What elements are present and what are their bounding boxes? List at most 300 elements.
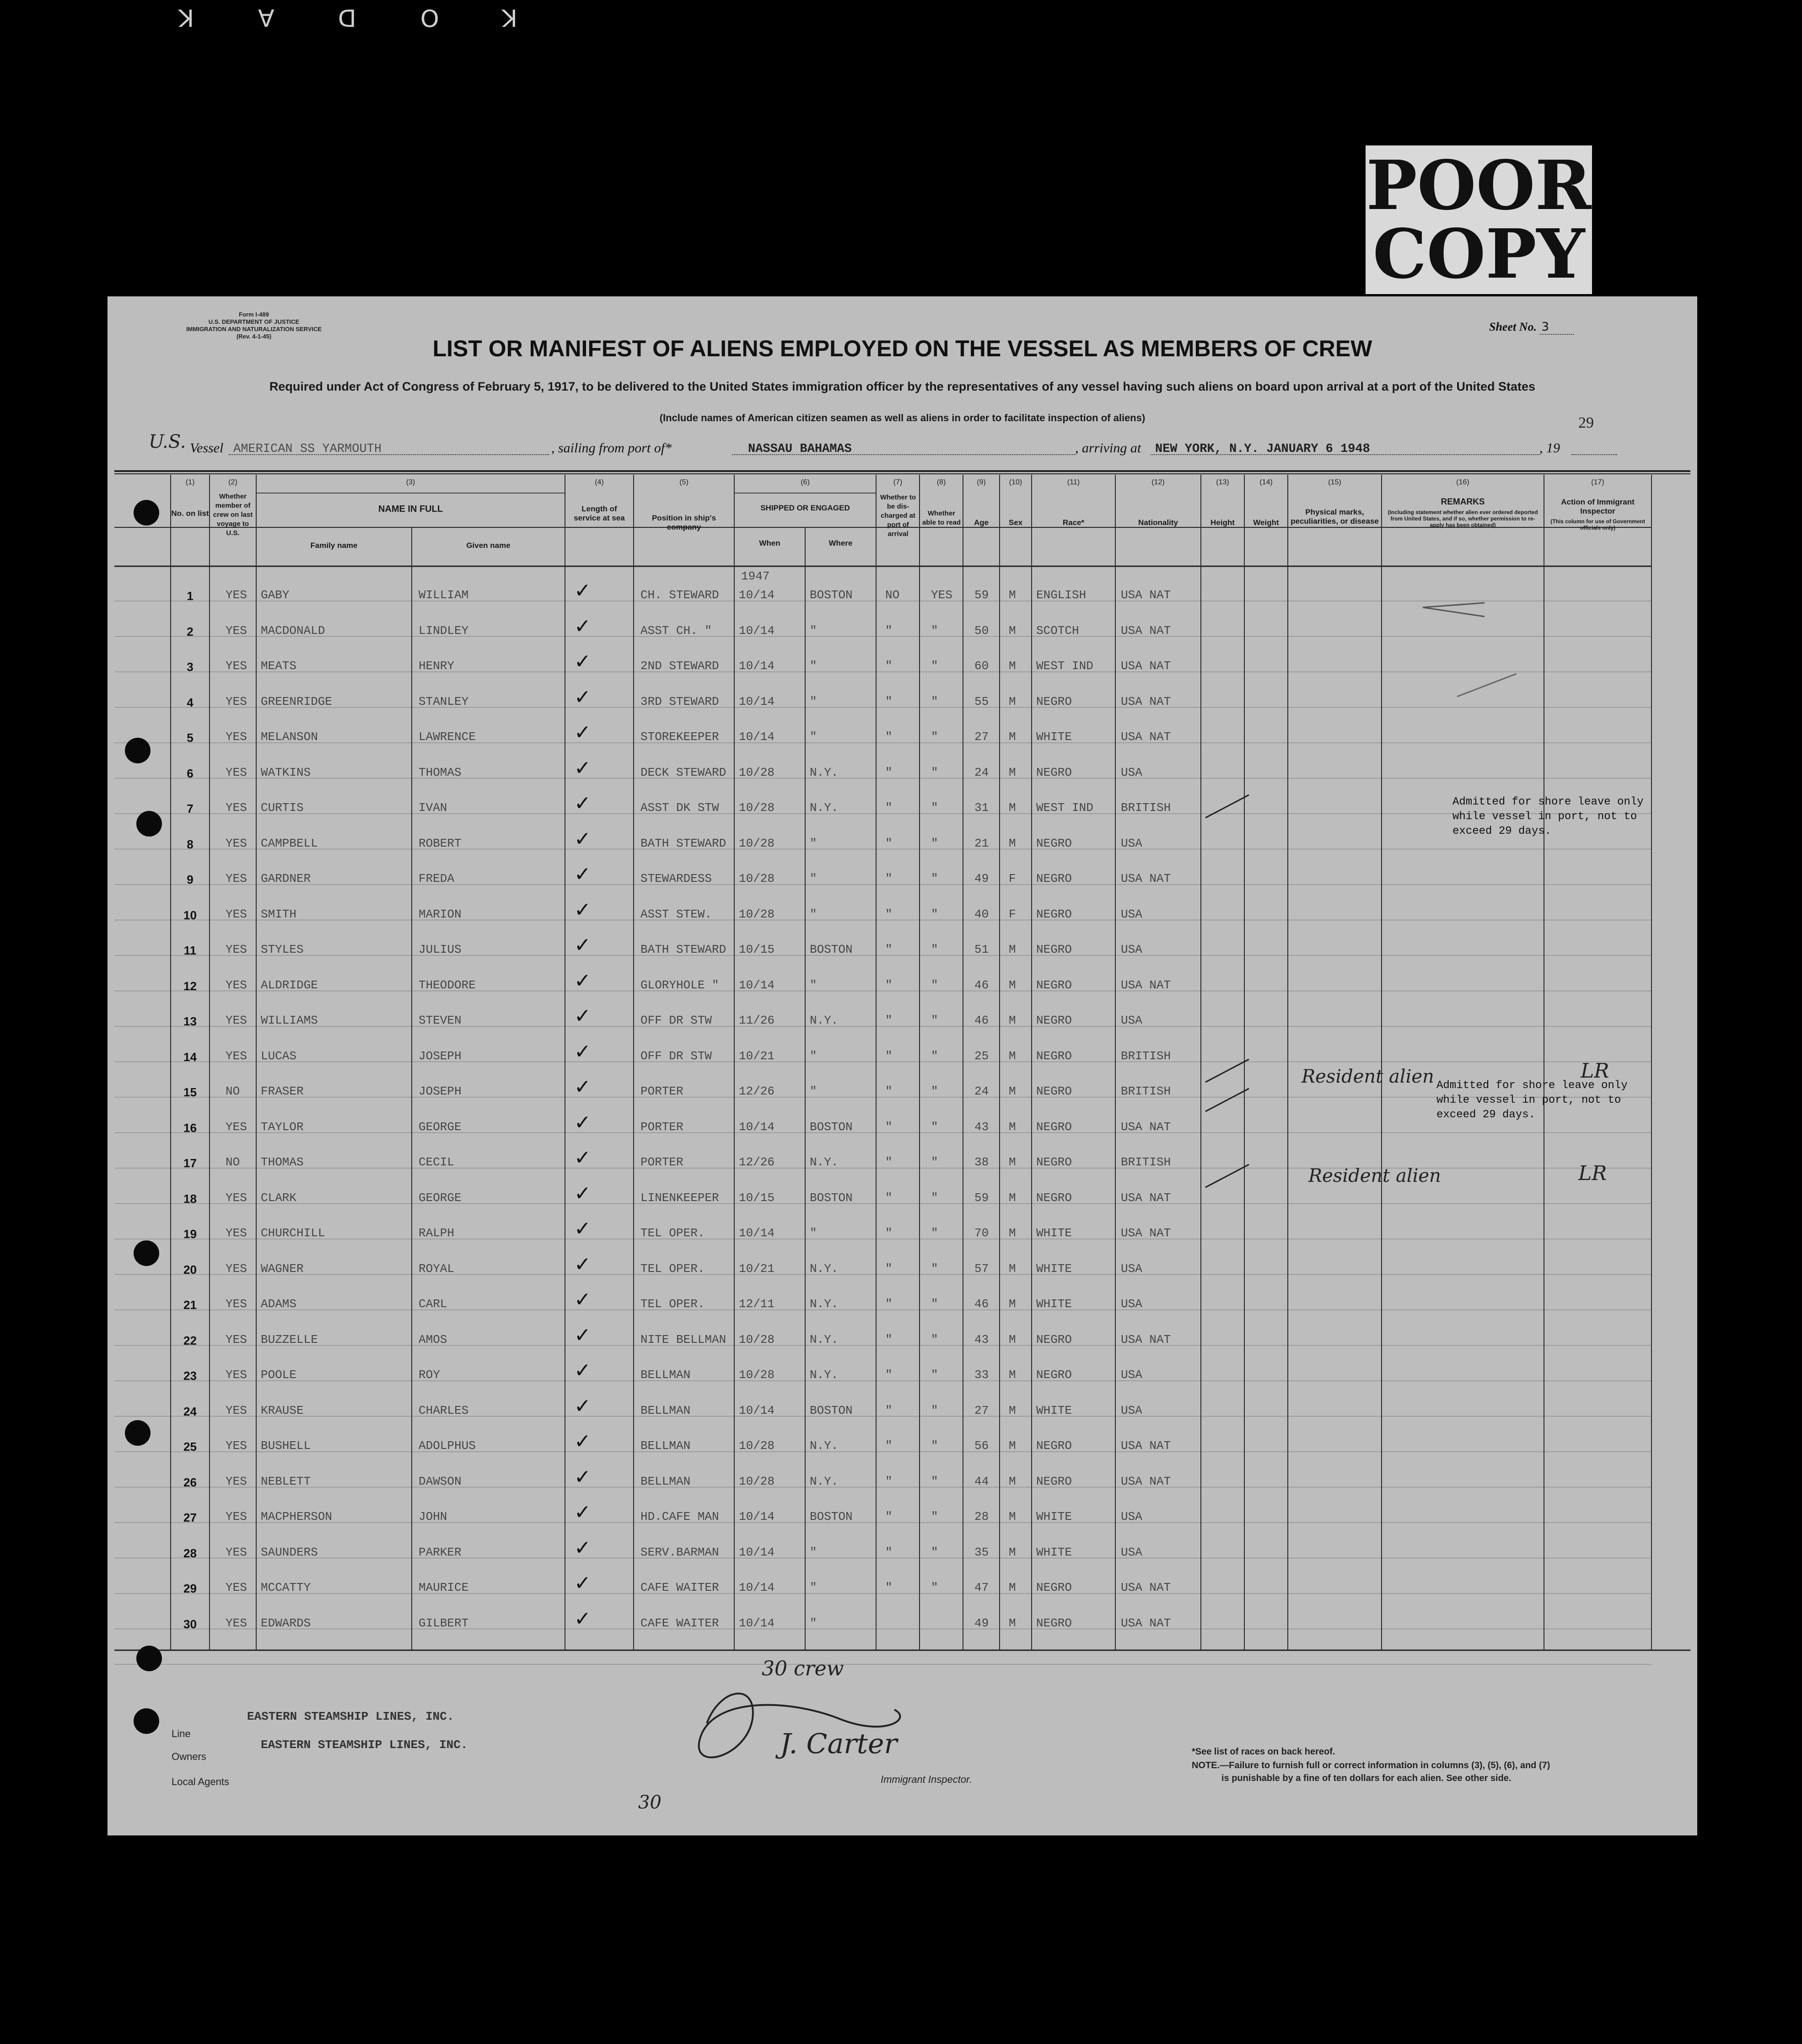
- cell-family: CHURCHILL: [261, 1226, 325, 1240]
- cell-nat: USA: [1121, 1545, 1142, 1559]
- header-when: When: [759, 539, 780, 547]
- cell-given: MAURICE: [419, 1581, 469, 1594]
- port-from: NASSAU BAHAMAS: [748, 442, 852, 456]
- vessel-name: AMERICAN SS YARMOUTH: [233, 442, 382, 456]
- inspector-signature: J. Carter: [780, 1728, 898, 1760]
- cell-disch: ": [885, 1226, 893, 1240]
- row-number: 27: [183, 1511, 197, 1524]
- service-check-icon: ✓: [574, 1004, 591, 1028]
- cell-position: TEL OPER.: [640, 1226, 705, 1240]
- cell-given: STEVEN: [419, 1014, 462, 1027]
- punch-hole: [134, 500, 159, 526]
- cell-position: TEL OPER.: [640, 1262, 705, 1276]
- service-check-icon: ✓: [574, 1324, 591, 1347]
- header-remarks: REMARKS: [1441, 497, 1485, 507]
- remark-row-15-line-3: exceed 29 days.: [1436, 1109, 1536, 1121]
- row-number: 16: [183, 1121, 197, 1135]
- cell-given: GEORGE: [419, 1120, 462, 1134]
- cell-where: ": [810, 1049, 817, 1063]
- cell-position: BELLMAN: [640, 1439, 691, 1453]
- cell-nat: BRITISH: [1121, 1155, 1171, 1169]
- cell-when: 10/14: [739, 1226, 775, 1240]
- cell-sex: M: [1009, 1439, 1016, 1453]
- remark-row-7-line-1: Admitted for shore leave only: [1452, 796, 1644, 808]
- cell-disch: ": [885, 837, 893, 850]
- cell-age: 24: [974, 766, 989, 779]
- cell-when: 10/14: [739, 588, 775, 602]
- cell-when: 10/28: [739, 907, 775, 921]
- cell-disch: ": [885, 1581, 893, 1594]
- cell-nat: USA NAT: [1121, 659, 1171, 673]
- cell-disch: ": [885, 1191, 893, 1205]
- cell-where: N.Y.: [810, 1297, 839, 1311]
- cell-given: GEORGE: [419, 1191, 462, 1205]
- cell-prev: YES: [226, 1014, 247, 1027]
- col-num-15: (15): [1328, 478, 1341, 486]
- cell-family: FRASER: [261, 1084, 304, 1098]
- cell-race: NEGRO: [1036, 1155, 1072, 1169]
- cell-where: BOSTON: [810, 588, 853, 602]
- cell-where: N.Y.: [810, 1439, 839, 1453]
- cell-prev: YES: [226, 1510, 247, 1524]
- cell-where: ": [810, 1226, 817, 1240]
- cell-age: 56: [974, 1439, 989, 1453]
- cell-disch: ": [885, 943, 893, 956]
- cell-position: 2ND STEWARD: [640, 659, 719, 673]
- col-num-4: (4): [595, 478, 604, 486]
- local-agents-label: Local Agents: [172, 1776, 229, 1787]
- cell-where: ": [810, 1084, 817, 1098]
- cell-read: ": [931, 624, 938, 638]
- form-service: IMMIGRATION AND NATURALIZATION SERVICE: [186, 326, 322, 333]
- cell-race: WHITE: [1036, 1404, 1072, 1417]
- cell-prev: YES: [226, 943, 247, 956]
- cell-read: ": [931, 695, 938, 708]
- cell-when: 10/14: [739, 1510, 775, 1524]
- cell-age: 38: [974, 1155, 989, 1169]
- cell-disch: ": [885, 695, 893, 708]
- cell-age: 60: [974, 659, 989, 673]
- cell-race: NEGRO: [1036, 1616, 1072, 1630]
- cell-sex: M: [1009, 588, 1016, 602]
- cell-nat: USA: [1121, 1297, 1142, 1311]
- row-number: 1: [187, 589, 194, 603]
- service-check-icon: ✓: [574, 1288, 591, 1311]
- cell-where: N.Y.: [810, 1262, 839, 1276]
- col-num-6: (6): [801, 478, 810, 486]
- cell-disch: ": [885, 659, 893, 673]
- cell-position: CAFE WAITER: [640, 1616, 719, 1630]
- cell-where: ": [810, 730, 817, 744]
- header-length-of-service: Length of service at sea: [574, 504, 625, 522]
- cell-prev: YES: [226, 695, 247, 708]
- cell-disch: ": [885, 1475, 893, 1488]
- cell-disch: ": [885, 907, 893, 921]
- total-crew-note: 30 crew: [762, 1657, 844, 1680]
- cell-age: 40: [974, 907, 989, 921]
- cell-prev: YES: [226, 1581, 247, 1594]
- row-number: 15: [183, 1085, 197, 1099]
- page-number: 29: [1578, 414, 1594, 431]
- row-number: 2: [187, 625, 194, 638]
- stamp-line-2: COPY: [1372, 214, 1585, 294]
- cell-where: ": [810, 659, 817, 673]
- cell-when: 10/15: [739, 1191, 775, 1205]
- col-num-8: (8): [936, 478, 946, 486]
- cell-age: 31: [974, 801, 989, 815]
- header-able-to-read: Whether able to read: [922, 510, 961, 526]
- cell-read: ": [931, 1404, 938, 1417]
- cell-prev: YES: [226, 588, 247, 602]
- cell-position: ASST CH. ": [640, 624, 712, 638]
- cell-read: ": [931, 730, 938, 744]
- cell-nat: USA: [1121, 837, 1142, 850]
- service-check-icon: ✓: [574, 1075, 591, 1099]
- cell-race: NEGRO: [1036, 978, 1072, 992]
- row-number: 26: [183, 1475, 197, 1489]
- vessel-mark: U.S.: [149, 431, 186, 452]
- arriving-label: , arriving at: [1075, 440, 1141, 456]
- cell-race: NEGRO: [1036, 1084, 1072, 1098]
- cell-nat: USA NAT: [1121, 1333, 1171, 1347]
- cell-sex: M: [1009, 659, 1016, 673]
- cell-position: OFF DR STW: [640, 1014, 712, 1027]
- cell-sex: M: [1009, 1226, 1016, 1240]
- cell-prev: YES: [226, 624, 247, 638]
- row-number: 8: [187, 837, 194, 851]
- cell-prev: YES: [226, 1191, 247, 1205]
- row-number: 12: [183, 979, 197, 993]
- cell-given: RALPH: [419, 1226, 455, 1240]
- cell-prev: YES: [226, 837, 247, 850]
- row-number: 23: [183, 1369, 197, 1383]
- cell-family: MACPHERSON: [261, 1510, 333, 1524]
- year-entry: 1947: [741, 569, 770, 583]
- inspector-action-row-17: LR: [1578, 1162, 1607, 1185]
- header-remarks-note: (Including statement whether alien ever ordered deported from United States, and if so, whether permission to re-apply has been obtained): [1388, 509, 1538, 528]
- header-prev-voyage: Whether member of crew on last voyage to U.S.: [213, 493, 253, 537]
- cell-disch: ": [885, 1510, 893, 1524]
- cell-disch: ": [885, 872, 893, 885]
- remark-row-7-line-3: exceed 29 days.: [1452, 825, 1552, 837]
- cell-where: BOSTON: [810, 1191, 853, 1205]
- row-number: 9: [187, 873, 194, 886]
- cell-family: CURTIS: [261, 801, 304, 815]
- service-check-icon: ✓: [574, 898, 591, 922]
- cell-sex: M: [1009, 978, 1016, 992]
- col-num-10: (10): [1009, 478, 1022, 486]
- remark-row-15-line-2: while vessel in port, not to: [1436, 1094, 1621, 1106]
- cell-prev: YES: [226, 659, 247, 673]
- cell-given: PARKER: [419, 1545, 462, 1559]
- cell-nat: USA: [1121, 907, 1142, 921]
- cell-position: HD.CAFE MAN: [640, 1510, 719, 1524]
- cell-prev: YES: [226, 1545, 247, 1559]
- year-label: , 19: [1539, 440, 1560, 456]
- cell-read: ": [931, 659, 938, 673]
- cell-family: GABY: [261, 588, 290, 602]
- cell-disch: ": [885, 730, 893, 744]
- cell-read: ": [931, 837, 938, 850]
- cell-race: NEGRO: [1036, 766, 1072, 779]
- cell-when: 10/28: [739, 1333, 775, 1347]
- poor-copy-stamp: [1366, 145, 1592, 294]
- row-number: 28: [183, 1546, 197, 1560]
- cell-age: 47: [974, 1581, 989, 1594]
- cell-nat: USA: [1121, 1368, 1142, 1382]
- cell-race: WHITE: [1036, 1545, 1072, 1559]
- cell-given: LINDLEY: [419, 624, 469, 638]
- row-number: 22: [183, 1334, 197, 1347]
- cell-prev: YES: [226, 801, 247, 815]
- row-number: 20: [183, 1263, 197, 1277]
- cell-sex: M: [1009, 1120, 1016, 1134]
- cell-where: ": [810, 695, 817, 708]
- row-number: 3: [187, 660, 194, 674]
- cell-age: 51: [974, 943, 989, 956]
- cell-sex: M: [1009, 1191, 1016, 1205]
- row-number: 19: [183, 1227, 197, 1241]
- header-sex: Sex: [1008, 518, 1023, 527]
- cell-sex: M: [1009, 1510, 1016, 1524]
- cell-prev: YES: [226, 1049, 247, 1063]
- cell-when: 10/14: [739, 1120, 775, 1134]
- cell-sex: M: [1009, 1368, 1016, 1382]
- pencil-mark-row-1: [1423, 603, 1485, 617]
- service-check-icon: ✓: [574, 1253, 591, 1276]
- row-number: 14: [183, 1050, 197, 1064]
- cell-read: YES: [931, 588, 952, 602]
- cell-family: CAMPBELL: [261, 837, 318, 850]
- cell-where: N.Y.: [810, 1475, 839, 1488]
- cell-race: WEST IND: [1036, 659, 1093, 673]
- row-number: 7: [187, 802, 194, 815]
- cell-read: ": [931, 1545, 938, 1559]
- ditto-slash-row-15: [1205, 1089, 1249, 1111]
- cell-given: CARL: [419, 1297, 447, 1311]
- cell-read: ": [931, 943, 938, 956]
- cell-disch: ": [885, 801, 893, 815]
- cell-sex: F: [1009, 907, 1016, 921]
- row-number: 25: [183, 1440, 197, 1454]
- cell-read: ": [931, 1475, 938, 1488]
- cell-read: ": [931, 907, 938, 921]
- cell-sex: M: [1009, 730, 1016, 744]
- cell-prev: NO: [226, 1155, 240, 1169]
- cell-nat: USA NAT: [1121, 1616, 1171, 1630]
- cell-family: SAUNDERS: [261, 1545, 318, 1559]
- cell-age: 59: [974, 588, 989, 602]
- service-check-icon: ✓: [574, 1395, 591, 1418]
- cell-age: 43: [974, 1120, 989, 1134]
- cell-when: 12/11: [739, 1297, 775, 1311]
- cell-position: CAFE WAITER: [640, 1581, 719, 1594]
- cell-sex: F: [1009, 872, 1016, 885]
- col-num-14: (14): [1259, 478, 1273, 486]
- cell-nat: USA NAT: [1121, 1581, 1171, 1594]
- cell-given: DAWSON: [419, 1475, 462, 1488]
- line-value: EASTERN STEAMSHIP LINES, INC.: [247, 1710, 454, 1723]
- cell-read: ": [931, 766, 938, 779]
- cell-age: 35: [974, 1545, 989, 1559]
- cell-given: FREDA: [419, 872, 455, 885]
- col-num-2: (2): [228, 478, 237, 486]
- service-check-icon: ✓: [574, 1146, 591, 1170]
- cell-position: BATH STEWARD: [640, 943, 726, 956]
- punch-hole: [125, 1420, 151, 1446]
- cell-position: BATH STEWARD: [640, 837, 726, 850]
- cell-race: NEGRO: [1036, 907, 1072, 921]
- col-num-7: (7): [893, 478, 903, 486]
- cell-age: 50: [974, 624, 989, 638]
- row-number: 24: [183, 1405, 197, 1418]
- cell-position: CH. STEWARD: [640, 588, 719, 602]
- header-age: Age: [974, 518, 989, 527]
- cell-sex: M: [1009, 1084, 1016, 1098]
- cell-family: THOMAS: [261, 1155, 304, 1169]
- cell-when: 10/15: [739, 943, 775, 956]
- cell-when: 10/21: [739, 1262, 775, 1276]
- cell-when: 10/21: [739, 1049, 775, 1063]
- cell-when: 10/14: [739, 1616, 775, 1630]
- resident-alien-row-17: Resident alien: [1308, 1165, 1441, 1186]
- cell-disch: ": [885, 1262, 893, 1276]
- cell-given: STANLEY: [419, 695, 469, 708]
- cell-nat: USA: [1121, 943, 1142, 956]
- cell-position: LINENKEEPER: [640, 1191, 719, 1205]
- cell-age: 33: [974, 1368, 989, 1382]
- row-number: 5: [187, 731, 194, 745]
- cell-when: 10/28: [739, 872, 775, 885]
- cell-where: N.Y.: [810, 801, 839, 815]
- service-check-icon: ✓: [574, 1182, 591, 1205]
- row-number: 4: [187, 696, 194, 709]
- cell-nat: USA NAT: [1121, 872, 1171, 885]
- header-where: Where: [828, 539, 853, 547]
- cell-when: 10/14: [739, 1545, 775, 1559]
- cell-race: NEGRO: [1036, 1581, 1072, 1594]
- cell-disch: ": [885, 624, 893, 638]
- cell-age: 46: [974, 1014, 989, 1027]
- service-check-icon: ✓: [574, 1501, 591, 1524]
- cell-family: MEATS: [261, 659, 297, 673]
- cell-where: N.Y.: [810, 1333, 839, 1347]
- cell-position: ASST DK STW: [640, 801, 719, 815]
- cell-given: CECIL: [419, 1155, 455, 1169]
- film-edge-mark: KODAK: [114, 4, 517, 31]
- cell-where: ": [810, 907, 817, 921]
- cell-read: ": [931, 1510, 938, 1524]
- cell-disch: ": [885, 1297, 893, 1311]
- cell-prev: YES: [226, 730, 247, 744]
- cell-sex: M: [1009, 1297, 1016, 1311]
- cell-position: PORTER: [640, 1155, 683, 1169]
- header-family-name: Family name: [310, 541, 358, 550]
- header-weight: Weight: [1253, 518, 1279, 527]
- cell-prev: YES: [226, 1120, 247, 1134]
- cell-given: IVAN: [419, 801, 447, 815]
- col-num-16: (16): [1456, 478, 1469, 486]
- cell-given: LAWRENCE: [419, 730, 476, 744]
- cell-given: ROY: [419, 1368, 440, 1382]
- cell-disch: ": [885, 1014, 893, 1027]
- cell-read: ": [931, 1155, 938, 1169]
- cell-disch: ": [885, 1404, 893, 1417]
- row-number: 10: [183, 908, 197, 922]
- service-check-icon: ✓: [574, 1572, 591, 1595]
- cell-race: WEST IND: [1036, 801, 1093, 815]
- cell-nat: USA NAT: [1121, 1120, 1171, 1134]
- cell-sex: M: [1009, 1049, 1016, 1063]
- cell-prev: YES: [226, 907, 247, 921]
- fine-note-2: is punishable by a fine of ten dollars for each alien. See other side.: [1221, 1773, 1512, 1783]
- cell-where: N.Y.: [810, 1155, 839, 1169]
- cell-when: 10/14: [739, 1581, 775, 1594]
- cell-nat: USA NAT: [1121, 1226, 1171, 1240]
- header-nationality: Nationality: [1138, 518, 1178, 527]
- cell-read: ": [931, 978, 938, 992]
- cell-prev: YES: [226, 1226, 247, 1240]
- cell-position: ASST STEW.: [640, 907, 712, 921]
- service-check-icon: ✓: [574, 863, 591, 886]
- cell-when: 10/28: [739, 766, 775, 779]
- cell-race: NEGRO: [1036, 695, 1072, 708]
- col-num-17: (17): [1591, 478, 1604, 486]
- cell-position: BELLMAN: [640, 1368, 691, 1382]
- cell-sex: M: [1009, 1014, 1016, 1027]
- col-num-1: (1): [185, 478, 195, 486]
- cell-race: ENGLISH: [1036, 588, 1087, 602]
- cell-race: NEGRO: [1036, 1475, 1072, 1488]
- cell-nat: USA NAT: [1121, 588, 1171, 602]
- header-given-name: Given name: [466, 541, 511, 550]
- header-inspector-note: (This column for use of Government officials only): [1550, 518, 1645, 531]
- service-check-icon: ✓: [574, 792, 591, 815]
- cell-family: MACDONALD: [261, 624, 325, 638]
- cell-family: BUZZELLE: [261, 1333, 318, 1347]
- inspector-label: Immigrant Inspector.: [881, 1774, 972, 1785]
- col-num-13: (13): [1216, 478, 1229, 486]
- cell-race: WHITE: [1036, 1510, 1072, 1524]
- cell-read: ": [931, 1368, 938, 1382]
- cell-nat: USA: [1121, 1014, 1142, 1027]
- cell-given: CHARLES: [419, 1404, 469, 1417]
- port-to: NEW YORK, N.Y. JANUARY 6 1948: [1155, 442, 1370, 456]
- cell-read: ": [931, 1049, 938, 1063]
- service-check-icon: ✓: [574, 933, 591, 957]
- service-check-icon: ✓: [574, 579, 591, 602]
- count-note: 30: [638, 1792, 662, 1813]
- cell-age: 49: [974, 1616, 989, 1630]
- cell-family: GREENRIDGE: [261, 695, 333, 708]
- header-position: Position in ship's company: [651, 514, 716, 531]
- col-num-5: (5): [679, 478, 689, 486]
- cell-sex: M: [1009, 837, 1016, 850]
- cell-prev: YES: [226, 1262, 247, 1276]
- cell-disch: ": [885, 1120, 893, 1134]
- fine-note-1: NOTE.—Failure to furnish full or correct information in columns (3), (5), (6), and (7): [1192, 1760, 1550, 1770]
- cell-family: GARDNER: [261, 872, 311, 885]
- cell-disch: ": [885, 978, 893, 992]
- cell-family: BUSHELL: [261, 1439, 311, 1453]
- cell-sex: M: [1009, 1404, 1016, 1417]
- page-subtitle-note: (Include names of American citizen seamen as well as aliens in order to facilitate inspection of aliens): [659, 412, 1146, 424]
- cell-age: 24: [974, 1084, 989, 1098]
- col-num-9: (9): [977, 478, 986, 486]
- cell-prev: YES: [226, 766, 247, 779]
- cell-where: ": [810, 624, 817, 638]
- owners-value: EASTERN STEAMSHIP LINES, INC.: [261, 1738, 468, 1752]
